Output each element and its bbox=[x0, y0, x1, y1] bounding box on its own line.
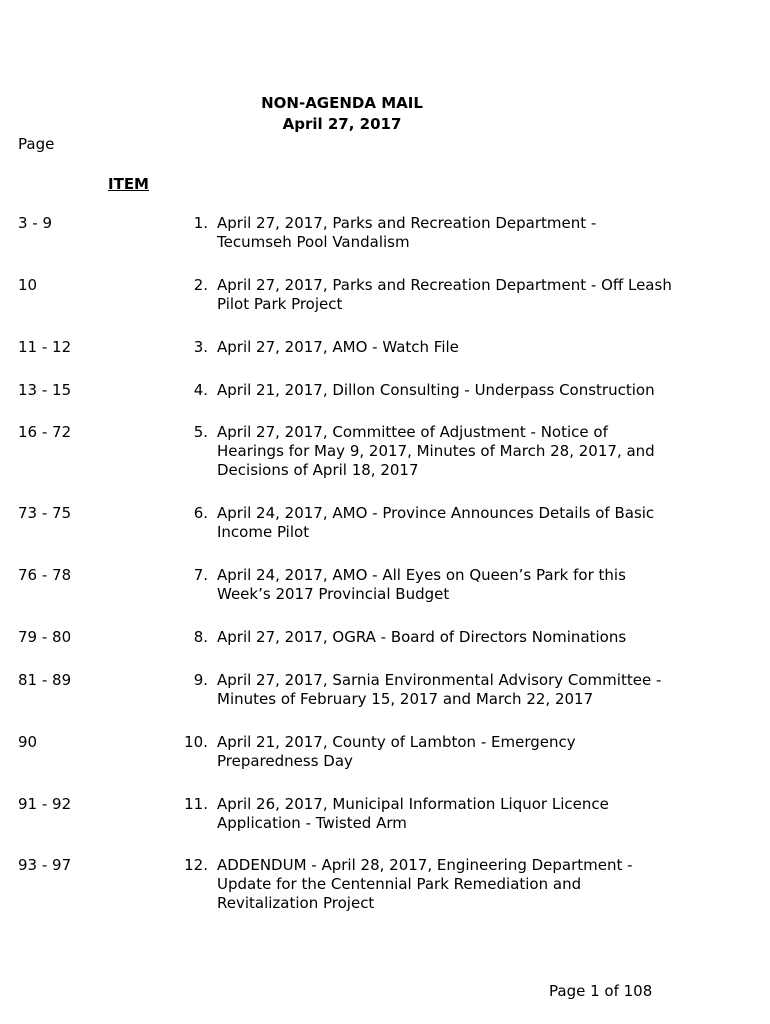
item-pages: 76 - 78 bbox=[18, 566, 72, 584]
page-footer: Page 1 of 108 bbox=[549, 982, 653, 1000]
item-pages: 91 - 92 bbox=[18, 795, 72, 813]
item-number: 10. bbox=[184, 733, 208, 751]
item-number: 7. bbox=[193, 566, 208, 584]
item-description: April 24, 2017, AMO - All Eyes on Queen’s Park for this Week’s 2017 Provincial Budget bbox=[217, 566, 626, 603]
item-pages: 79 - 80 bbox=[18, 628, 72, 646]
item-pages: 81 - 89 bbox=[18, 671, 72, 689]
item-description: April 21, 2017, County of Lambton - Emergency Preparedness Day bbox=[217, 733, 576, 770]
item-pages: 90 bbox=[18, 733, 38, 751]
item-number: 9. bbox=[193, 671, 208, 689]
item-number: 1. bbox=[193, 214, 208, 232]
item-description: April 26, 2017, Municipal Information Liquor Licence Application - Twisted Arm bbox=[217, 795, 609, 832]
item-number: 8. bbox=[193, 628, 208, 646]
item-description: April 27, 2017, AMO - Watch File bbox=[217, 338, 459, 356]
item-description: April 27, 2017, Parks and Recreation Department - Tecumseh Pool Vandalism bbox=[217, 214, 597, 251]
item-pages: 13 - 15 bbox=[18, 381, 72, 399]
page-column-header: Page bbox=[18, 135, 55, 153]
item-pages: 93 - 97 bbox=[18, 856, 72, 874]
item-number: 5. bbox=[193, 423, 208, 441]
item-description: April 27, 2017, Committee of Adjustment - Notice of Hearings for May 9, 2017, Minutes of March 28, 2017, and Decisions of April 18, 2017 bbox=[217, 423, 655, 479]
item-description: April 24, 2017, AMO - Province Announces Details of Basic Income Pilot bbox=[217, 504, 655, 541]
item-number: 2. bbox=[193, 276, 208, 294]
item-number: 6. bbox=[193, 504, 208, 522]
item-description: April 27, 2017, OGRA - Board of Directors Nominations bbox=[217, 628, 627, 646]
item-pages: 10 bbox=[18, 276, 38, 294]
item-pages: 11 - 12 bbox=[18, 338, 72, 356]
item-number: 3. bbox=[193, 338, 208, 356]
document-title: NON-AGENDA MAIL bbox=[261, 94, 423, 112]
item-column-header: ITEM bbox=[108, 175, 149, 193]
item-description: April 27, 2017, Parks and Recreation Department - Off Leash Pilot Park Project bbox=[217, 276, 672, 313]
item-pages: 73 - 75 bbox=[18, 504, 72, 522]
item-number: 4. bbox=[193, 381, 208, 399]
document-date: April 27, 2017 bbox=[282, 115, 402, 133]
item-description: April 27, 2017, Sarnia Environmental Advisory Committee - Minutes of February 15, 2017 and March 22, 2017 bbox=[217, 671, 662, 708]
item-description: ADDENDUM - April 28, 2017, Engineering Department - Update for the Centennial Park Remediation and Revitalization Project bbox=[217, 856, 633, 912]
item-number: 12. bbox=[184, 856, 208, 874]
item-pages: 3 - 9 bbox=[18, 214, 53, 232]
item-number: 11. bbox=[184, 795, 208, 813]
item-description: April 21, 2017, Dillon Consulting - Underpass Construction bbox=[217, 381, 655, 399]
item-pages: 16 - 72 bbox=[18, 423, 72, 441]
